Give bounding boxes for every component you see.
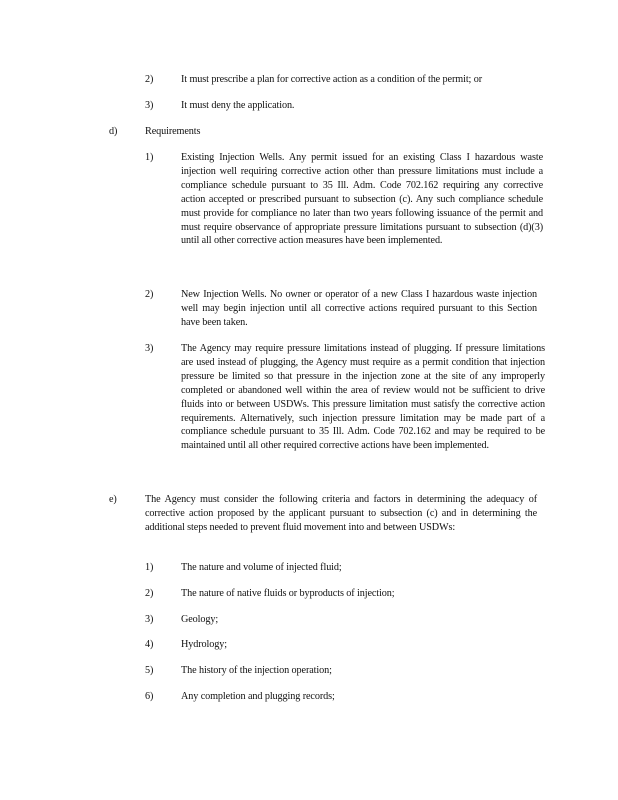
item-marker: 3) xyxy=(145,343,154,354)
list-item xyxy=(0,151,618,277)
item-marker: 1) xyxy=(145,562,154,573)
list-item xyxy=(0,99,618,113)
list-item xyxy=(0,664,618,678)
section-marker: e) xyxy=(109,494,117,505)
list-item xyxy=(0,690,618,704)
item-marker: 3) xyxy=(145,100,154,111)
section-heading xyxy=(0,125,618,139)
item-text: The nature of native fluids or byproducts of injection; xyxy=(181,588,395,599)
item-text: It must prescribe a plan for corrective action as a condition of the permit; or xyxy=(181,74,483,85)
item-text: The Agency may require pressure limitations instead of plugging. If pressure limitations are used instead of plugging, the Agency must require as a permit condition that injection pressure be limited so that pressure in the injection zone at the site of any improperly completed or abandoned well within the area of review would not be sufficient to drive fluids into or between USDWs. This pressure limitation must satisfy the corrective action requirements. Alternatively, such injection pressure limitation may be made part of a compliance schedule pursuant to 35 Ill. Adm. Code 702.162 and may be required to be maintained until all other required corrective actions have been implemented. xyxy=(181,343,545,452)
item-text: Hydrology; xyxy=(181,639,227,650)
list-item xyxy=(0,342,618,482)
section-title: Requirements xyxy=(145,126,201,137)
list-item xyxy=(0,73,618,87)
list-item xyxy=(0,561,618,575)
list-item xyxy=(0,613,618,627)
item-marker: 2) xyxy=(145,74,154,85)
item-text: Geology; xyxy=(181,614,219,625)
item-text: The history of the injection operation; xyxy=(181,665,332,676)
item-text: New Injection Wells. No owner or operator of a new Class I hazardous waste injection well may begin injection until all corrective actions required pursuant to this Section have been taken. xyxy=(181,289,537,328)
list-item xyxy=(0,288,618,332)
item-text: The nature and volume of injected fluid; xyxy=(181,562,342,573)
item-text: Existing Injection Wells. Any permit issued for an existing Class I hazardous waste injection well requiring corrective action other than pressure limitations must include a compliance schedule pursuant to 35 Ill. Adm. Code 702.162 requiring any corrective action accepted or prescribed pursuant to subsection (c). Any such compliance schedule must provide for compliance no later than two years following issuance of the permit and must require observance of appropriate pressure limitations pursuant to subsection (d)(3) until all other corrective action measures have been implemented. xyxy=(181,152,543,247)
item-marker: 4) xyxy=(145,639,154,650)
list-item xyxy=(0,638,618,652)
item-marker: 3) xyxy=(145,614,154,625)
section-marker: d) xyxy=(109,126,118,137)
item-marker: 1) xyxy=(145,152,154,163)
item-marker: 2) xyxy=(145,588,154,599)
item-marker: 6) xyxy=(145,691,154,702)
item-text: It must deny the application. xyxy=(181,100,295,111)
item-marker: 5) xyxy=(145,665,154,676)
list-item xyxy=(0,587,618,601)
section-text: The Agency must consider the following criteria and factors in determining the adequacy of corrective action proposed by the applicant pursuant to subsection (c) and in determining the additional steps needed to prevent fluid movement into and between USDWs: xyxy=(145,494,537,533)
item-text: Any completion and plugging records; xyxy=(181,691,335,702)
section-paragraph xyxy=(0,493,618,549)
item-marker: 2) xyxy=(145,289,154,300)
